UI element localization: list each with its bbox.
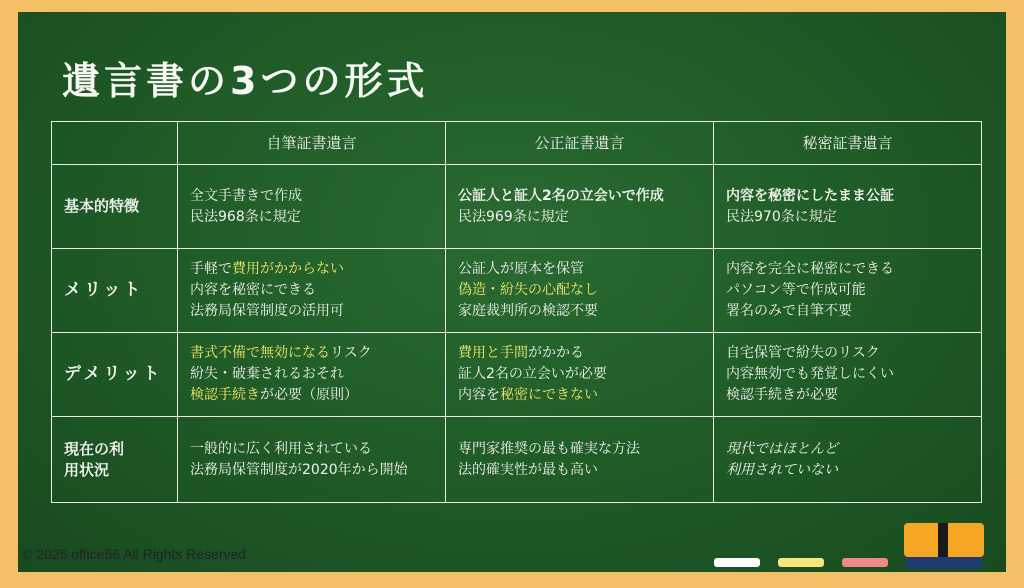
cell-line — [458, 343, 701, 364]
cell-text: 証人2名の立会いが必要 — [458, 366, 607, 382]
table-cell — [178, 165, 446, 249]
table-cell — [714, 165, 982, 249]
cell-line — [726, 280, 969, 301]
cell-line — [726, 460, 969, 481]
cell-text: 利用されていない — [726, 461, 838, 478]
table-row-merits — [52, 249, 982, 333]
page-title: 遺言書の3つの形式 — [62, 59, 429, 103]
cell-text: 内容を — [458, 387, 500, 403]
cell-line — [726, 439, 969, 460]
cell-text: 内容を秘密にしたまま公証 — [726, 187, 894, 204]
cell-line — [458, 385, 701, 406]
highlighted-text: 費用がかからない — [232, 261, 344, 277]
table-cell — [714, 333, 982, 417]
cell-text: リスク — [330, 345, 372, 361]
cell-line — [190, 460, 433, 481]
header-row — [52, 122, 982, 165]
cell-line — [190, 301, 433, 322]
cell-text: パソコン等で作成可能 — [726, 282, 866, 298]
cell-text: がかかる — [528, 345, 584, 361]
cell-text: 現代ではほとんど — [726, 440, 838, 457]
cell-line — [190, 207, 433, 228]
highlighted-text: 費用と手間 — [458, 345, 528, 361]
cell-line — [458, 207, 701, 228]
cell-line — [726, 186, 969, 207]
cell-line — [458, 439, 701, 460]
table-cell — [178, 417, 446, 503]
cell-text: 全文手書きで作成 — [190, 187, 302, 204]
cell-text: 公証人が原本を保管 — [458, 261, 584, 277]
table-cell — [714, 417, 982, 503]
cell-text: 一般的に広く利用されている — [190, 440, 372, 457]
cell-line — [726, 301, 969, 322]
table-cell — [714, 249, 982, 333]
row-label-current-usage: 現在の利用状況 — [52, 417, 178, 503]
highlighted-text: 偽造・紛失の心配なし — [458, 282, 598, 298]
cell-line — [726, 343, 969, 364]
cell-line — [190, 439, 433, 460]
cell-text: 法務局保管制度が2020年から開始 — [190, 461, 408, 478]
cell-text: 検認手続きが必要 — [726, 387, 838, 403]
highlighted-text: 検認手続き — [190, 387, 260, 403]
row-label-demerits: デメリット — [52, 333, 178, 417]
cell-line — [458, 280, 701, 301]
cell-text: 専門家推奨の最も確実な方法 — [458, 440, 640, 457]
table-cell — [178, 249, 446, 333]
cell-text: が必要（原則） — [260, 387, 358, 403]
cell-line — [458, 186, 701, 207]
row-label-basic-features: 基本的特徴 — [52, 165, 178, 249]
table-cell — [446, 249, 714, 333]
chalkboard — [18, 12, 1006, 572]
table-cell — [178, 333, 446, 417]
cell-text: 署名のみで自筆不要 — [726, 303, 852, 319]
cell-text: 法的確実性が最も高い — [458, 461, 598, 478]
cell-text: 手軽で — [190, 261, 232, 277]
cell-line — [190, 186, 433, 207]
pink-chalk — [842, 558, 888, 567]
comparison-table — [51, 121, 982, 503]
highlighted-text: 秘密にできない — [500, 387, 598, 403]
cell-text: 公証人と証人2名の立会いで作成 — [458, 187, 664, 204]
cell-line — [726, 259, 969, 280]
copyright-text: © 2025 office56 All Rights Reserved — [22, 546, 247, 562]
cell-line — [458, 301, 701, 322]
cell-line — [458, 259, 701, 280]
table-row-current-usage — [52, 417, 982, 503]
white-chalk — [714, 558, 760, 567]
cell-text: 民法970条に規定 — [726, 208, 837, 225]
table-cell — [446, 417, 714, 503]
cell-text: 民法968条に規定 — [190, 208, 301, 225]
table-cell — [446, 165, 714, 249]
cell-text: 紛失・破棄されるおそれ — [190, 366, 344, 382]
header-cell-holographic-will: 自筆証書遺言 — [178, 122, 446, 165]
cell-text: 内容を完全に秘密にできる — [726, 261, 894, 277]
cell-text: 内容無効でも発覚しにくい — [726, 366, 894, 382]
header-cell-secret-will: 秘密証書遺言 — [714, 122, 982, 165]
header-cell-empty — [52, 122, 178, 165]
table-row-basic-features — [52, 165, 982, 249]
table-cell — [446, 333, 714, 417]
eraser-stripe — [938, 523, 948, 557]
cell-text: 内容を秘密にできる — [190, 282, 316, 298]
cell-line — [190, 343, 433, 364]
cell-text: 家庭裁判所の検認不要 — [458, 303, 598, 319]
cell-line — [190, 259, 433, 280]
cell-line — [458, 460, 701, 481]
cell-line — [190, 280, 433, 301]
table-row-demerits — [52, 333, 982, 417]
cell-text: 法務局保管制度の活用可 — [190, 303, 344, 319]
cell-line — [726, 364, 969, 385]
row-label-merits: メリット — [52, 249, 178, 333]
highlighted-text: 書式不備で無効になる — [190, 345, 330, 361]
cell-line — [190, 385, 433, 406]
yellow-chalk — [778, 558, 824, 567]
cell-line — [190, 364, 433, 385]
eraser-base — [906, 557, 982, 569]
cell-text: 民法969条に規定 — [458, 208, 569, 225]
cell-text: 自宅保管で紛失のリスク — [726, 345, 880, 361]
cell-line — [726, 385, 969, 406]
cell-line — [726, 207, 969, 228]
header-cell-notarial-will: 公正証書遺言 — [446, 122, 714, 165]
cell-line — [458, 364, 701, 385]
